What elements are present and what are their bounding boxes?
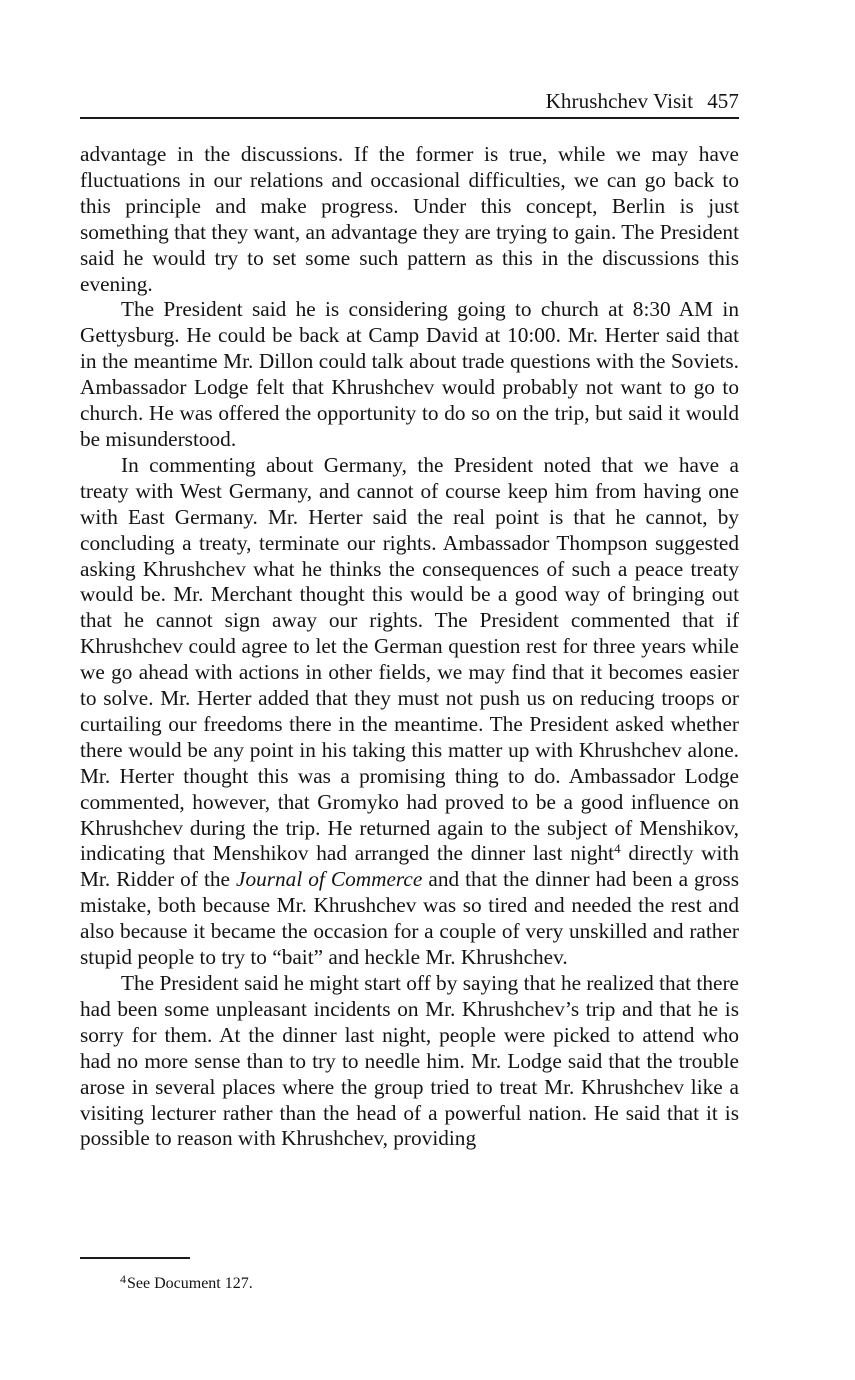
footnote-text: See Document 127. xyxy=(127,1275,253,1292)
running-head xyxy=(80,88,739,114)
header-rule xyxy=(80,117,739,119)
paragraph-apology: The President said he might start off by saying that he realized that there had been some unpleasant incidents on Mr. Khrushchev’s trip and that he is sorry for them. At the dinner last night, people were picked to attend who had no more sense than to try to needle him. Mr. Lodge said that the trouble arose in several places where the group tried to treat Mr. Khrushchev like a visiting lecturer rather than the head of a powerful nation. He said that it is possible to reason with Khrushchev, providing xyxy=(80,971,739,1151)
running-title: Khrushchev Visit xyxy=(545,89,694,113)
paragraph-germany-text-3: and that the dinner had been a gross mistake, both because Mr. Khrushchev was so tired and needed the rest and also because it became the occasion for a couple of very unskilled and rather stupid people to try to “bait” and heckle Mr. Khrushchev. xyxy=(80,867,740,970)
footnote-rule xyxy=(80,1257,190,1259)
paragraph-continued: advantage in the discussions. If the former is true, while we may have fluctuations in our relations and occasional difficulties, we can go back to this principle and make progress. Under this concept, Berlin is just something that they want, an advantage they are trying to gain. The President said he would try to set some such pattern as this in the discussions this evening. xyxy=(80,142,739,296)
paragraph-church: The President said he is considering going to church at 8:30 AM in Gettysburg. He could be back at Camp David at 10:00. Mr. Herter said that in the meantime Mr. Dillon could talk about trade questions with the Soviets. Ambassador Lodge felt that Khrushchev would probably not want to go to church. He was offered the opportunity to do so on the trip, but said it would be misunderstood. xyxy=(80,297,739,451)
paragraph-germany-text-2: directly with Mr. Ridder of the xyxy=(80,841,739,892)
footnote-reference: 4 xyxy=(614,841,621,857)
paragraph-germany xyxy=(80,453,739,971)
paragraph-germany-text-1: In commenting about Germany, the President noted that we have a treaty with West Germany, and cannot of course keep him from having one with East Germany. Mr. Herter said the real point is that he cannot, by concluding a treaty, terminate our rights. Ambassador Thompson suggested asking Khrushchev what he thinks the consequences of such a peace treaty would be. Mr. Merchant thought this would be a good way of bringing out that he cannot sign away our rights. The President commented that if Khrushchev could agree to let the German question rest for three years while we go ahead with actions in other fields, we may find that it becomes easier to solve. Mr. Herter added that they must not push us on reducing troops or curtailing our freedoms there in the meantime. The President asked whether there would be any point in his taking this matter up with Khrushchev alone. Mr. Herter thought this was a promising thing to do. Ambassador Lodge commented, however, that Gromyko had proved to be a good influence on Khrushchev during the trip. He returned again to the subject of Menshikov, indicating that Menshikov had arranged the dinner last night xyxy=(80,452,739,866)
body-text xyxy=(80,142,739,1152)
journal-title: Journal of Commerce xyxy=(236,867,423,892)
page-number: 457 xyxy=(707,89,739,113)
footnote xyxy=(120,1274,253,1294)
footnote-marker: 4 xyxy=(120,1272,126,1286)
